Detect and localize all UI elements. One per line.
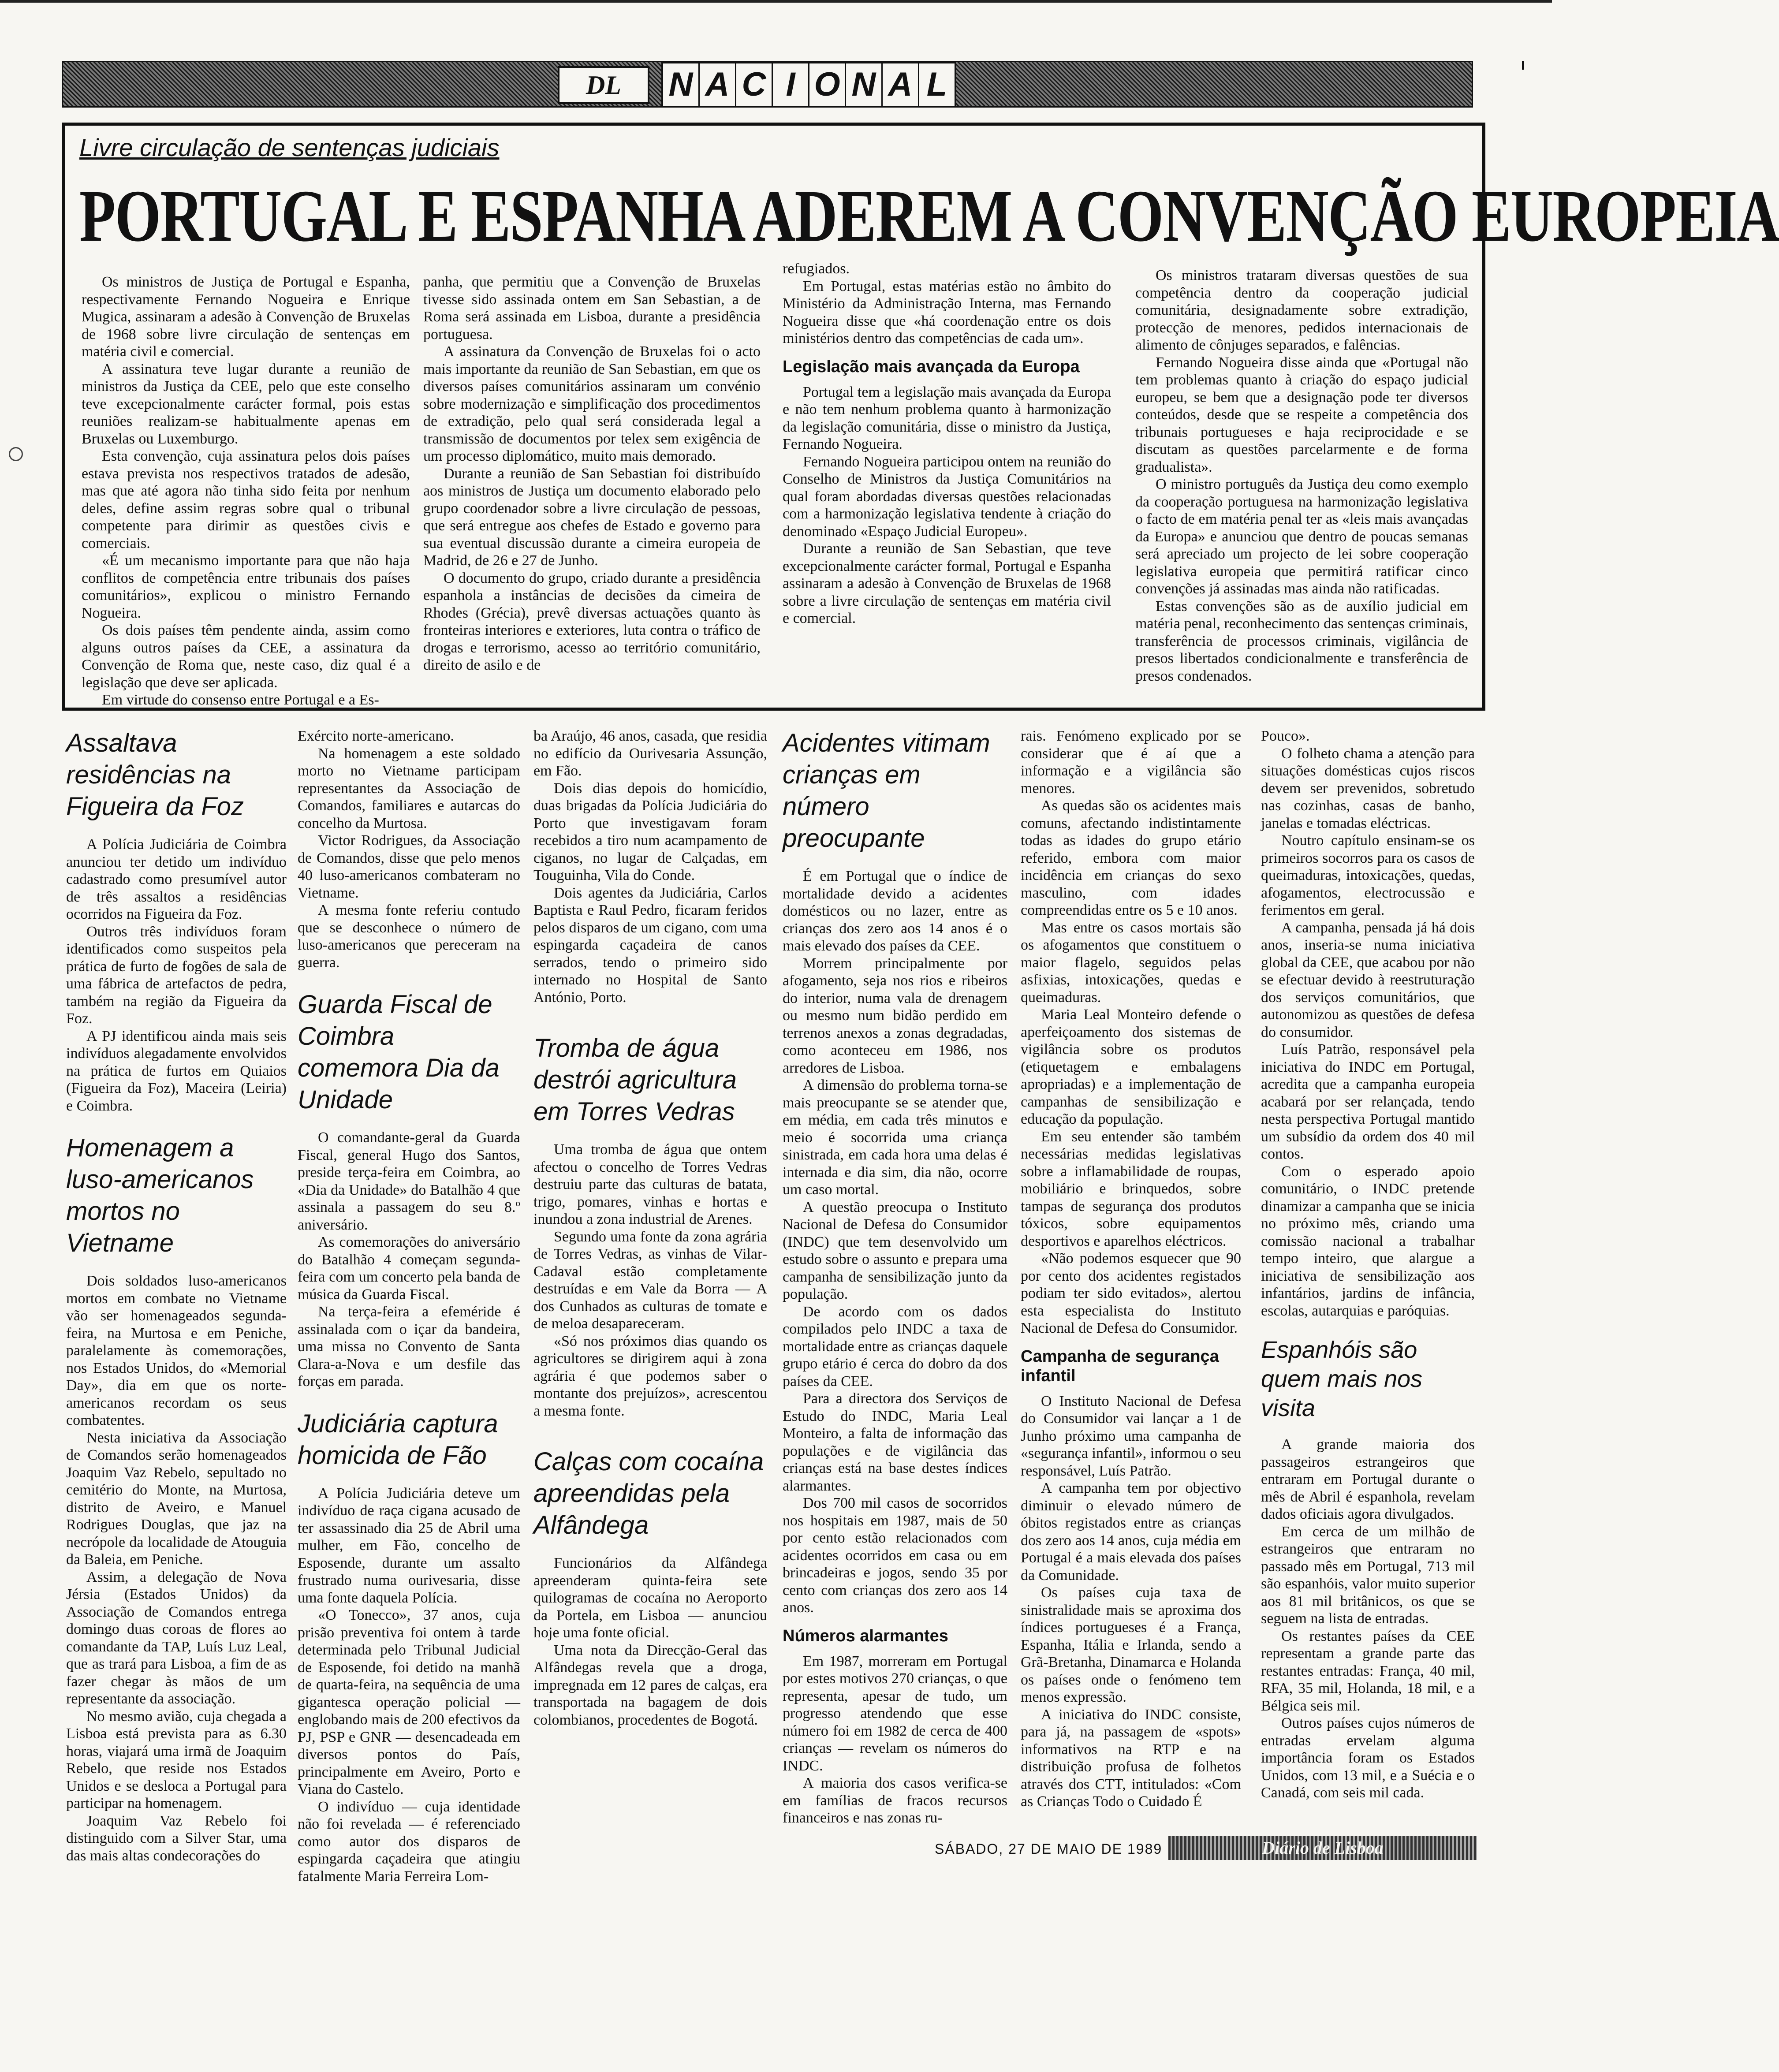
paragraph: Em Portugal, estas matérias estão no âmbito do Ministério da Administração Interna, mas Fernando Nogueira disse que «há coordenação entre os dois ministérios dentro das competências de cada um». <box>783 278 1111 347</box>
paragraph: Os ministros de Justiça de Portugal e Espanha, respectivamente Fernando Nogueira e Enrique Mugica, assinaram a adesão à Convenção de Bruxelas de 1968 sobre livre circulação de sentenças em matéria civil e comercial. <box>82 274 410 360</box>
paragraph: Os dois países têm pendente ainda, assim como alguns outros países da CEE, a assinatura da Convenção de Roma que, neste caso, diz qual é a legislação que deve ser aplicada. <box>82 622 410 691</box>
paragraph: A iniciativa do INDC consiste, para já, na passagem de «spots» informativos na RTP e na distribuição profusa de folhetos através dos CTT, intitulados: «Com as Crianças Todo o Cuidado É <box>1021 1706 1241 1810</box>
paragraph: Durante a reunião de San Sebastian, que teve excepcionalmente carácter formal, Portugal e Espanha assinaram a adesão à Convenção de Bruxelas de 1968 sobre a livre circulação de sentenças em matéria civil e comercial. <box>783 540 1111 626</box>
bottom-column-5 <box>1021 727 1241 1856</box>
paragraph: Na homenagem a este soldado morto no Vietname participam representantes da Associação de Comandos, familiares e autarcas do concelho da Murtosa. <box>298 745 520 831</box>
paragraph: «Não podemos esquecer que 90 por cento dos acidentes registados podiam ter sido evitados», alertou esta especialista do Instituto Nacional de Defesa do Consumidor. <box>1021 1250 1241 1336</box>
paragraph: Segundo uma fonte da zona agrária de Torres Vedras, as vinhas de Vilar-Cadaval estão completamente destruídas e em Vale da Borra — A dos Cunhados as culturas de tomate e de meloa desapareceram. <box>533 1228 767 1332</box>
paragraph: Em cerca de um milhão de estrangeiros que entraram no passado mês em Portugal, 713 mil são espanhóis, valor muito superior aos 81 mil britânicos, os que se seguem na lista de entradas. <box>1261 1523 1475 1627</box>
paragraph: As quedas são os acidentes mais comuns, afectando indistintamente todas as idades do grupo etário referido, embora com maior incidência em crianças do sexo masculino, com idades compreendidas entre os 5 e 10 anos. <box>1021 797 1241 918</box>
lead-kicker: Livre circulação de sentenças judiciais <box>79 134 500 161</box>
paragraph: De acordo com os dados compilados pelo INDC a taxa de mortalidade entre as crianças daquele grupo etário é cerca do dobro da dos países da CEE. <box>783 1303 1007 1390</box>
paragraph: A campanha tem por objectivo diminuir o elevado número de óbitos registados entre as crianças dos zero aos 14 anos, cuja média em Portugal é a mais elevada dos países da Comunidade. <box>1021 1480 1241 1584</box>
lead-headline: PORTUGAL E ESPANHA ADEREM A CONVENÇÃO EUROPEIA <box>79 175 1779 257</box>
paragraph: rais. Fenómeno explicado por se considerar que é aí que a informação e a vigilância são menores. <box>1021 728 1241 797</box>
paragraph: A assinatura da Convenção de Bruxelas foi o acto mais importante da reunião de San Sebastian, em que os diversos países comunitários assinaram um convénio sobre modernização e simplificação dos procedimentos de extradição, pelo qual será considerada legal a transmissão de documentos por telex sem exigência de um processo diplomático, muito mais demorado. <box>423 343 761 464</box>
paragraph: A maioria dos casos verifica-se em famílias de fracos recursos financeiros e nas zonas ru- <box>783 1775 1007 1826</box>
paragraph: Os restantes países da CEE representam a grande parte das restantes entradas: França, 40 mil, RFA, 35 mil, Holanda, 18 mil, e a Bélgica seis mil. <box>1261 1628 1475 1714</box>
paragraph: A campanha, pensada já há dois anos, inseria-se numa iniciativa global da CEE, que acabou por não se efectuar devido à reestruturação dos serviços comunitários, que autonomizou as questões de defesa do consumidor. <box>1261 919 1475 1040</box>
bottom-column-4 <box>783 727 1007 1856</box>
section-letter: C <box>736 63 773 106</box>
paragraph: Outros países cujos números de entradas ervelam alguma importância foram os Estados Unidos, com 13 mil, e a Suécia e o Canadá, com seis mil cada. <box>1261 1715 1475 1801</box>
paragraph: O ministro português da Justiça deu como exemplo da cooperação portuguesa na harmonização legislativa o facto de em matéria penal ter as «leis mais avançadas da Europa» e anunciou que dentro de poucas semanas será apreciado um projecto de lei sobre cooperação legislativa europeia que permitirá ratificar cinco convenções já assinadas mas ainda não ratificadas. <box>1135 476 1468 597</box>
newspaper-logo: DL <box>558 66 649 104</box>
paragraph: O Instituto Nacional de Defesa do Consumidor vai lançar a 1 de Junho próximo uma campanha de «segurança infantil», informou o seu responsável, Luís Patrão. <box>1021 1393 1241 1479</box>
paragraph: Fernando Nogueira disse ainda que «Portugal não tem problemas quanto à criação do espaço judicial europeu, se bem que a designação pode ter diversos conteúdos, desde que se respeite a competência dos tribunais portugueses e haja reciprocidade e se discutam as questões parcelarmente e de forma gradualista». <box>1135 354 1468 475</box>
article-title: Espanhóis são quem mais nos visita <box>1261 1337 1423 1421</box>
lead-column-2 <box>423 273 761 692</box>
paragraph: Os ministros trataram diversas questões de sua competência dentro da cooperação judicial comunitária, designadamente sobre extradição, protecção de menores, pedidos internacionais de alimento de cônjuges separados, e falências. <box>1135 267 1468 353</box>
paragraph: A dimensão do problema torna-se mais preocupante se se atender que, em média, em cada três minutos e meio é socorrida uma criança sinistrada, em cada hora uma delas é internada e dia sim, dia não, ocorre um caso mortal. <box>783 1077 1007 1198</box>
section-letter: N <box>663 63 700 106</box>
subheading: Números alarmantes <box>783 1626 948 1645</box>
paragraph: Para a directora dos Serviços de Estudo do INDC, Maria Leal Monteiro, a falta de informação das populações e de vigilância das crianças está na base destes índices alarmantes. <box>783 1390 1007 1494</box>
bottom-column-1 <box>66 727 287 1864</box>
section-letter: L <box>926 66 947 103</box>
paragraph: O indivíduo — cuja identidade não foi revelada — é referenciado como autor dos disparos de espingarda caçadeira que atingiu fatalmente Maria Ferreira Lom- <box>298 1798 520 1885</box>
section-letter: I <box>773 63 809 106</box>
paragraph: Joaquim Vaz Rebelo foi distinguido com a Silver Star, uma das mais altas condecorações do <box>66 1812 287 1864</box>
paragraph: O documento do grupo, criado durante a presidência espanhola a instâncias de decisões da cimeira de Rhodes (Grécia), prevê diversas actuações quanto às fronteiras interiores e exteriores, luta contra o tráfico de drogas e terrorismo, acesso ao território comunitário, direito de asilo e de <box>423 570 761 673</box>
paragraph: Uma tromba de água que ontem afectou o concelho de Torres Vedras destruiu parte das culturas de batata, trigo, pomares, vinhas e hortas e inundou a zona industrial de Arenes. <box>533 1141 767 1227</box>
lead-column-1 <box>82 273 410 708</box>
footer-logo <box>1168 1836 1477 1860</box>
page-top-rule <box>0 0 1552 3</box>
paragraph: Na terça-feira a efeméride é assinalada com o içar da bandeira, uma missa no Convento de Santa Clara-a-Nova e um desfile das forças em parada. <box>298 1304 520 1390</box>
article-title: Assaltava residências na Figueira da Foz <box>66 729 244 821</box>
paragraph: A questão preocupa o Instituto Nacional de Defesa do Consumidor (INDC) que tem desenvolvido um estudo sobre o assunto e prepara uma campanha de sensibilização junto da população. <box>783 1199 1007 1302</box>
paragraph: Outros três indivíduos foram identificados como suspeitos pela prática de furto de fogões de sala de uma fábrica de artefactos de pedra, também na região da Figueira da Foz. <box>66 923 287 1027</box>
paragraph: Estas convenções são as de auxílio judicial em matéria penal, reconhecimento das sentenças criminais, transferência de processos criminais, vigilância de presos libertados condicionalmente e transferência de presos condenados. <box>1135 598 1468 684</box>
page-date: SÁBADO, 27 DE MAIO DE 1989 <box>935 1841 1163 1857</box>
paragraph: A assinatura teve lugar durante a reunião de ministros da Justiça da CEE, pelo que este conselho teve excepcionalmente carácter formal, pois estas reuniões realizam-se habitualmente apenas em Bruxelas ou Luxemburgo. <box>82 361 410 447</box>
lead-column-3 <box>783 260 1111 692</box>
paragraph: «O Tonecco», 37 anos, cuja prisão preventiva foi ontem à tarde determinada pelo Tribunal Judicial de Esposende, foi detido na manhã de quarta-feira, na sequência de uma gigantesca operação policial — englobando mais de 200 efectivos da PJ, PSP e GNR — desencadeada em diversos pontos do País, principalmente em Aveiro, Porto e Viana do Castelo. <box>298 1607 520 1797</box>
paragraph: Nesta iniciativa da Associação de Comandos serão homenageados Joaquim Vaz Rebelo, sepultado no cemitério do Monte, na Murtosa, distrito de Aveiro, e Manuel Rodrigues Douglas, que jaz na necrópole da localidade de Atouguia da Baleia, em Peniche. <box>66 1429 287 1568</box>
article-title: Homenagem a luso-americanos mortos no Vietname <box>66 1133 254 1257</box>
paragraph: refugiados. <box>783 261 850 277</box>
paragraph: Dois soldados luso-americanos mortos em combate no Vietname vão ser homenageados segunda-feira, na Murtosa e em Peniche, paralelamente às comemorações, nos Estados Unidos, do «Memorial Day», dia em que os norte-americanos recordam os seus combatentes. <box>66 1273 287 1428</box>
paragraph: A grande maioria dos passageiros estrangeiros que entraram em Portugal durante o mês de Abril é espanhola, revelam dados oficiais agora divulgados. <box>1261 1436 1475 1522</box>
paragraph: Funcionários da Alfândega apreenderam quinta-feira sete quilogramas de cocaína no Aeroporto da Portela, em Lisboa — anunciou hoje uma fonte oficial. <box>533 1555 767 1641</box>
article-title: Guarda Fiscal de Coimbra comemora Dia da Unidade <box>298 990 500 1114</box>
paragraph: Uma nota da Direcção-Geral das Alfândegas revela que a droga, impregnada em 12 pares de calças, era transportada na bagagem de dois colombianos, procedentes de Bogotá. <box>533 1642 767 1728</box>
section-letter: O <box>809 63 846 106</box>
section-name <box>661 62 956 108</box>
paragraph: Em seu entender são também necessárias medidas legislativas sobre a inflamabilidade de roupas, mobiliário e brinquedos, sobre tampas de segurança dos produtos tóxicos, sobre equipamentos desportivos e aparelhos eléctricos. <box>1021 1128 1241 1249</box>
bottom-column-2 <box>298 727 520 1885</box>
binder-hole-mark <box>9 447 23 461</box>
paragraph: É em Portugal que o índice de mortalidade devido a acidentes domésticos ou no lazer, entre as crianças dos zero aos 14 anos é o mais elevado dos países da CEE. <box>783 868 1007 954</box>
lead-column-4 <box>1135 267 1468 692</box>
paragraph: Exército norte-americano. <box>298 728 454 744</box>
paragraph: A Polícia Judiciária deteve um indivíduo de raça cigana acusado de ter assassinado dia 25 de Abril uma mulher, em Fão, concelho de Esposende, durante um assalto frustrado numa ourivesaria, disse uma fonte daquela Polícia. <box>298 1485 520 1606</box>
paragraph: Pouco». <box>1261 728 1310 744</box>
footer-logo-text: Diário de Lisboa <box>1262 1838 1384 1858</box>
paragraph: A mesma fonte referiu contudo que se desconhece o número de luso-americanos que pereceram na guerra. <box>298 902 520 971</box>
paragraph: O folheto chama a atenção para situações domésticas cujos riscos devem ser prevenidos, sobretudo nas cozinhas, casas de banho, janelas e tomadas eléctricas. <box>1261 745 1475 831</box>
paragraph: Com o esperado apoio comunitário, o INDC pretende dinamizar a campanha que se inicia no próximo mês, criando uma comissão nacional a trabalhar tempo inteiro, que alargue a iniciativa de sensibilização aos infantários, jardins de infância, escolas, autarquias e paróquias. <box>1261 1163 1475 1319</box>
paragraph: Victor Rodrigues, da Associação de Comandos, disse que pelo menos 40 luso-americanos combateram no Vietname. <box>298 832 520 901</box>
paragraph: Em 1987, morreram em Portugal por estes motivos 270 crianças, o que representa, apesar de tudo, um progresso atendendo que esse número foi em 1982 de cerca de 400 crianças — revelam os números do INDC. <box>783 1653 1007 1774</box>
article-title: Tromba de água destrói agricultura em Torres Vedras <box>533 1034 737 1126</box>
paragraph: As comemorações do aniversário do Batalhão 4 começam segunda-feira com um concerto pela banda de música da Guarda Fiscal. <box>298 1234 520 1303</box>
paragraph: Fernando Nogueira participou ontem na reunião do Conselho de Ministros da Justiça Comunitários na qual foram abordadas diversas questões relacionadas com a harmonização legislativa tendente à criação do denominado «Espaço Judicial Europeu». <box>783 453 1111 540</box>
article-title: Calças com cocaína apreendidas pela Alfândega <box>533 1447 764 1539</box>
article-title: Judiciária captura homicida de Fão <box>298 1409 498 1470</box>
paragraph: Portugal tem a legislação mais avançada da Europa e não tem nenhum problema quanto à harmonização da legislação comunitária, disse o ministro da Justiça, Fernando Nogueira. <box>783 384 1111 452</box>
paragraph: Dois dias depois do homicídio, duas brigadas da Polícia Judiciária do Porto que investigavam foram recebidos a tiro num acampamento de ciganos, no lugar de Calçadas, em Touguinha, Vila do Conde. <box>533 780 767 883</box>
paragraph: O comandante-geral da Guarda Fiscal, general Hugo dos Santos, preside terça-feira em Coimbra, ao «Dia da Unidade» do Batalhão 4 que assinala a passagem do seu 8.º aniversário. <box>298 1129 520 1233</box>
paragraph: Dois agentes da Judiciária, Carlos Baptista e Raul Pedro, ficaram feridos pelos disparos de um cigano, com uma espingarda caçadeira de canos serrados, tendo o primeiro sido internado no Hospital de Santo António, Porto. <box>533 884 767 1006</box>
bottom-column-6 <box>1261 727 1475 1856</box>
paragraph: Durante a reunião de San Sebastian foi distribuído aos ministros de Justiça um documento elaborado pelo grupo coordenador sobre a livre circulação de pessoas, que será entregue aos chefes de Estado e governo para sua eventual discussão durante a cimeira europeia de Madrid, de 26 e 27 de Junho. <box>423 465 761 569</box>
bottom-column-3 <box>533 727 767 1856</box>
paragraph: ba Araújo, 46 anos, casada, que residia no edifício da Ourivesaria Assunção, em Fão. <box>533 728 767 779</box>
edge-mark <box>1522 61 1524 70</box>
paragraph: Dos 700 mil casos de socorridos nos hospitais em 1987, mais de 50 por cento estão relacionados com acidentes ocorridos em casa ou em brincadeiras e jogos, sendo 35 por cento com crianças dos zero aos 14 anos. <box>783 1495 1007 1616</box>
subheading: Legislação mais avançada da Europa <box>783 357 1080 376</box>
paragraph: Os países cuja taxa de sinistralidade mais se aproxima dos índices portugueses é a França, Espanha, Itália e Irlanda, sendo a Grã-Bretanha, Dinamarca e Holanda os países onde o fenómeno tem menos expressão. <box>1021 1584 1241 1705</box>
paragraph: «É um mecanismo importante para que não haja conflitos de competência entre tribunais dos países comunitários», explicou o ministro Fernando Nogueira. <box>82 552 410 621</box>
subheading: Campanha de segurança infantil <box>1021 1347 1219 1385</box>
paragraph: Em virtude do consenso entre Portugal e a Es- <box>102 692 379 708</box>
paragraph: A Polícia Judiciária de Coimbra anunciou ter detido um indivíduo cadastrado como presumível autor de três assaltos a residências ocorridos na Figueira da Foz. <box>66 836 287 922</box>
paragraph: Noutro capítulo ensinam-se os primeiros socorros para os casos de queimaduras, intoxicações, quedas, afogamentos, electrocussão e ferimentos em geral. <box>1261 832 1475 918</box>
paragraph: panha, que permitiu que a Convenção de Bruxelas tivesse sido assinada ontem em San Sebastian, a de Roma será assinada em Lisboa, durante a presidência portuguesa. <box>423 274 761 343</box>
section-letter: A <box>883 63 919 106</box>
paragraph: Esta convenção, cuja assinatura pelos dois países estava prevista nos respectivos tratados de adesão, mas que até agora não tinha sido feita por nenhum deles, define assim regras sobre qual o tribunal competente para dirimir as questões civis e comerciais. <box>82 448 410 552</box>
article-title: Acidentes vitimam crianças em número preocupante <box>783 729 990 853</box>
paragraph: Luís Patrão, responsável pela iniciativa do INDC em Portugal, acredita que a campanha europeia acabará por ser relançada, tendo nesta perspectiva Portugal mantido um subsídio da ordem dos 40 mil contos. <box>1261 1041 1475 1162</box>
section-letter: A <box>700 63 736 106</box>
paragraph: Mas entre os casos mortais são os afogamentos que constituem o maior flagelo, seguidos pelas asfixias, intoxicações, quedas e queimaduras. <box>1021 919 1241 1006</box>
paragraph: «Só nos próximos dias quando os agricultores se dirigirem aqui à zona agrária é que podemos saber o montante dos prejuízos», acrescentou a mesma fonte. <box>533 1333 767 1419</box>
paragraph: Maria Leal Monteiro defende o aperfeiçoamento dos sistemas de vigilância sobre os produtos (etiquetagem e embalagens apropriadas) e a implementação de campanhas de sensibilização e educação da população. <box>1021 1006 1241 1127</box>
paragraph: No mesmo avião, cuja chegada a Lisboa está prevista para as 6.30 horas, viajará uma irmã de Joaquim Rebelo, que reside nos Estados Unidos e se desloca a Portugal para participar na homenagem. <box>66 1708 287 1811</box>
paragraph: Morrem principalmente por afogamento, seja nos rios e ribeiros do interior, numa vala de drenagem ou mesmo num bidão perdido em terrenos anexos a zonas degradadas, como aconteceu em 1986, nos arredores de Lisboa. <box>783 955 1007 1076</box>
paragraph: A PJ identificou ainda mais seis indivíduos alegadamente envolvidos na prática de furtos em Quiaios (Figueira da Foz), Maceira (Leiria) e Coimbra. <box>66 1028 287 1114</box>
paragraph: Assim, a delegação de Nova Jérsia (Estados Unidos) da Associação de Comandos entrega domingo duas coroas de flores ao comandante da TAP, Luís Luz Leal, que as trará para Lisboa, a fim de as fazer chegar às mãos de um representante da associação. <box>66 1569 287 1707</box>
section-letter: N <box>846 63 883 106</box>
